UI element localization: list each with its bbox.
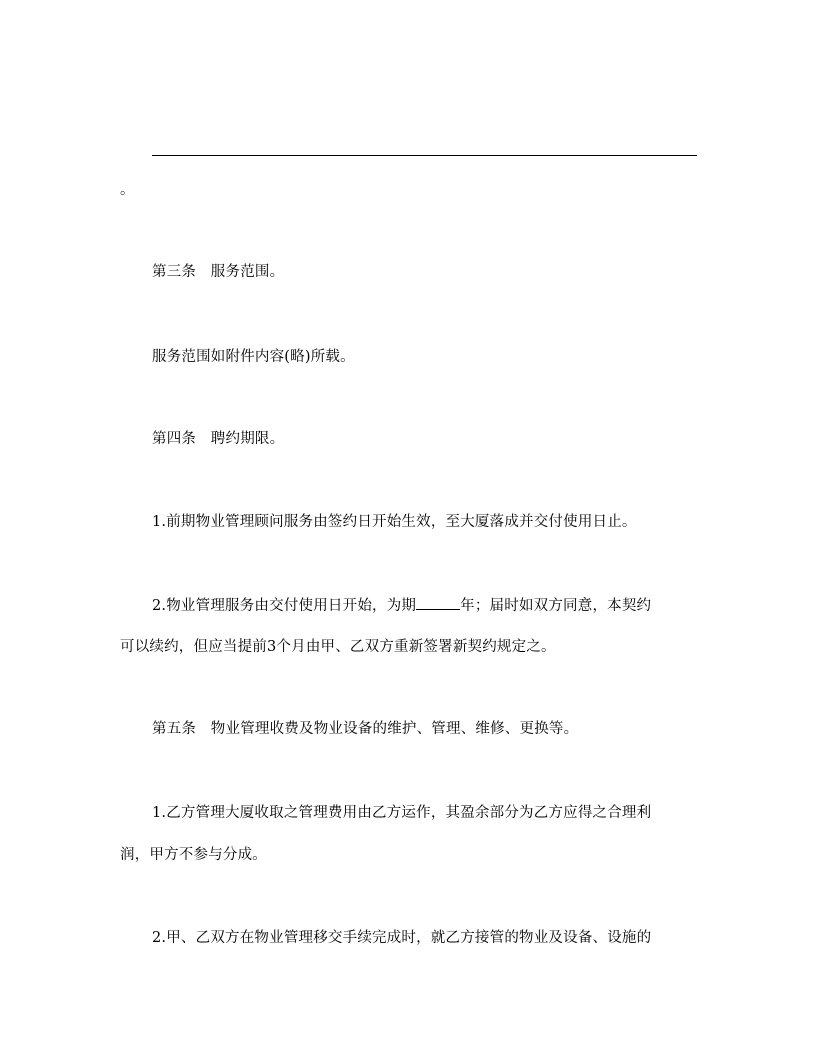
- term-years-blank: [416, 595, 460, 610]
- article-3-body: 服务范围如附件内容(略)所载。: [152, 349, 355, 365]
- article-4-item-2-part-2: 年；届时如双方同意，本契约: [460, 598, 652, 614]
- article-4-item-2-part-1: 2.物业管理服务由交付使用日开始，为期: [152, 598, 417, 614]
- fill-in-blank-line: [152, 155, 697, 156]
- article-5-item-1-line-2: 润，甲方不参与分成。: [120, 847, 267, 863]
- article-4-heading: 第四条 聘约期限。: [152, 431, 285, 447]
- article-5-heading: 第五条 物业管理收费及物业设备的维护、管理、维修、更换等。: [152, 721, 579, 737]
- period-mark: 。: [120, 182, 135, 198]
- article-3-heading: 第三条 服务范围。: [152, 264, 285, 280]
- article-4-item-1: 1.前期物业管理顾问服务由签约日开始生效，至大厦落成并交付使用日止。: [152, 514, 637, 530]
- article-4-item-2: [152, 595, 651, 616]
- article-4-item-2-line-2: 可以续约，但应当提前3个月由甲、乙双方重新签署新契约规定之。: [120, 639, 556, 655]
- article-5-item-1-line-1: 1.乙方管理大厦收取之管理费用由乙方运作，其盈余部分为乙方应得之合理利: [152, 805, 652, 821]
- article-5-item-2-line-1: 2.甲、乙双方在物业管理移交手续完成时，就乙方接管的物业及设备、设施的: [152, 930, 652, 946]
